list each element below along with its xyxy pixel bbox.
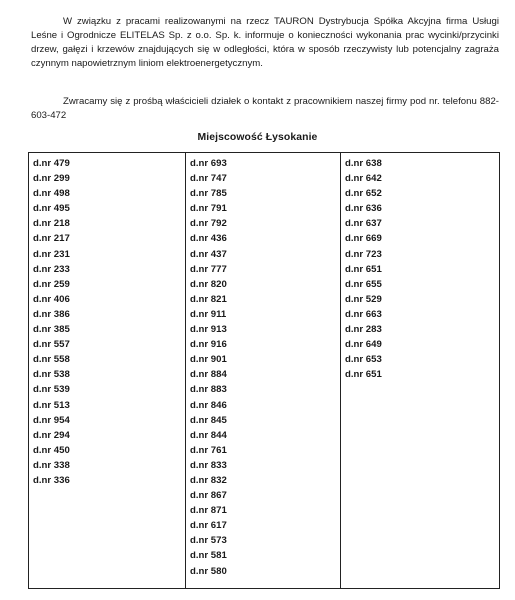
- parcel-item: d.nr 495: [33, 203, 70, 215]
- parcel-item: d.nr 218: [33, 218, 70, 230]
- parcel-item: d.nr 498: [33, 188, 70, 200]
- parcel-item: d.nr 638: [345, 158, 382, 169]
- parcel-item: d.nr 655: [345, 278, 382, 290]
- parcel-item: d.nr 916: [190, 339, 227, 351]
- parcel-item: d.nr 911: [190, 308, 227, 320]
- parcel-item: d.nr 871: [190, 505, 227, 517]
- parcel-item: d.nr 636: [345, 203, 382, 215]
- parcel-item: d.nr 651: [345, 369, 382, 381]
- parcel-item: d.nr 833: [190, 459, 227, 471]
- parcel-item: d.nr 406: [33, 293, 70, 305]
- parcel-item: d.nr 884: [190, 369, 227, 381]
- parcel-item: d.nr 867: [190, 490, 227, 502]
- parcel-item: d.nr 652: [345, 188, 382, 200]
- locality-title: Miejscowość Łysokanie: [197, 132, 318, 143]
- parcel-item: d.nr 637: [345, 218, 382, 230]
- parcel-item: d.nr 217: [33, 233, 70, 245]
- parcel-item: d.nr 832: [190, 474, 227, 486]
- parcel-item: d.nr 883: [190, 384, 227, 396]
- parcel-column-2: [185, 153, 340, 588]
- parcel-item: d.nr 336: [33, 474, 70, 486]
- parcel-item: d.nr 573: [190, 535, 227, 547]
- parcel-item: d.nr 785: [190, 188, 227, 200]
- parcel-item: d.nr 529: [345, 293, 382, 305]
- parcel-item: d.nr 649: [345, 339, 382, 351]
- parcel-item: d.nr 558: [33, 354, 70, 366]
- parcel-item: d.nr 617: [190, 520, 227, 532]
- parcel-item: d.nr 693: [190, 158, 227, 169]
- parcel-item: d.nr 642: [345, 173, 382, 185]
- parcel-item: d.nr 385: [33, 324, 70, 336]
- parcel-item: d.nr 581: [190, 550, 227, 562]
- intro-paragraph: [31, 15, 499, 71]
- parcel-column-1: [29, 153, 185, 588]
- parcel-item: d.nr 844: [190, 429, 227, 441]
- contact-paragraph-text: Zwracamy się z prośbą właścicieli działek o kontakt z pracownikiem naszej firmy pod nr. telefonu 882-603-472: [31, 96, 499, 121]
- parcel-item: d.nr 231: [33, 248, 70, 260]
- parcel-item: d.nr 294: [33, 429, 70, 441]
- parcel-item: d.nr 845: [190, 414, 227, 426]
- parcel-item: d.nr 386: [33, 308, 70, 320]
- parcel-item: d.nr 437: [190, 248, 227, 260]
- parcel-item: d.nr 954: [33, 414, 70, 426]
- parcel-item: d.nr 651: [345, 263, 382, 275]
- parcel-item: d.nr 338: [33, 459, 70, 471]
- parcel-table: [28, 152, 500, 589]
- parcel-item: d.nr 580: [190, 565, 227, 577]
- parcel-item: d.nr 283: [345, 324, 382, 336]
- parcel-item: d.nr 913: [190, 324, 227, 336]
- parcel-item: d.nr 663: [345, 308, 382, 320]
- parcel-item: d.nr 233: [33, 263, 70, 275]
- parcel-item: d.nr 513: [33, 399, 70, 411]
- parcel-item: d.nr 901: [190, 354, 227, 366]
- parcel-item: d.nr 669: [345, 233, 382, 245]
- parcel-item: d.nr 821: [190, 293, 227, 305]
- parcel-item: d.nr 436: [190, 233, 227, 245]
- parcel-item: d.nr 538: [33, 369, 70, 381]
- contact-paragraph: [31, 95, 499, 123]
- parcel-item: d.nr 846: [190, 399, 227, 411]
- parcel-item: d.nr 747: [190, 173, 227, 185]
- parcel-item: d.nr 777: [190, 263, 227, 275]
- parcel-item: d.nr 653: [345, 354, 382, 366]
- parcel-item: d.nr 259: [33, 278, 70, 290]
- parcel-item: d.nr 792: [190, 218, 227, 230]
- intro-paragraph-text: W związku z pracami realizowanymi na rzecz TAURON Dystrybucja Spółka Akcyjna firma Usługi Leśne i Ogrodnicze ELITELAS Sp. z o.o. Sp. k. informuje o konieczności wykonania prac wycinki/przycinki drzew, gałęzi i krzewów znajdujących się w odległości, która w sposób rzeczywisty lub potencjalny zagraża czynnym napowietrznym liniom elektroenergetycznym.: [31, 16, 499, 69]
- parcel-item: d.nr 299: [33, 173, 70, 185]
- parcel-item: d.nr 761: [190, 444, 227, 456]
- parcel-item: d.nr 723: [345, 248, 382, 260]
- parcel-item: d.nr 791: [190, 203, 227, 215]
- parcel-column-3: [340, 153, 499, 588]
- parcel-item: d.nr 479: [33, 158, 70, 169]
- parcel-item: d.nr 450: [33, 444, 70, 456]
- parcel-item: d.nr 820: [190, 278, 227, 290]
- parcel-item: d.nr 557: [33, 339, 70, 351]
- parcel-item: d.nr 539: [33, 384, 70, 396]
